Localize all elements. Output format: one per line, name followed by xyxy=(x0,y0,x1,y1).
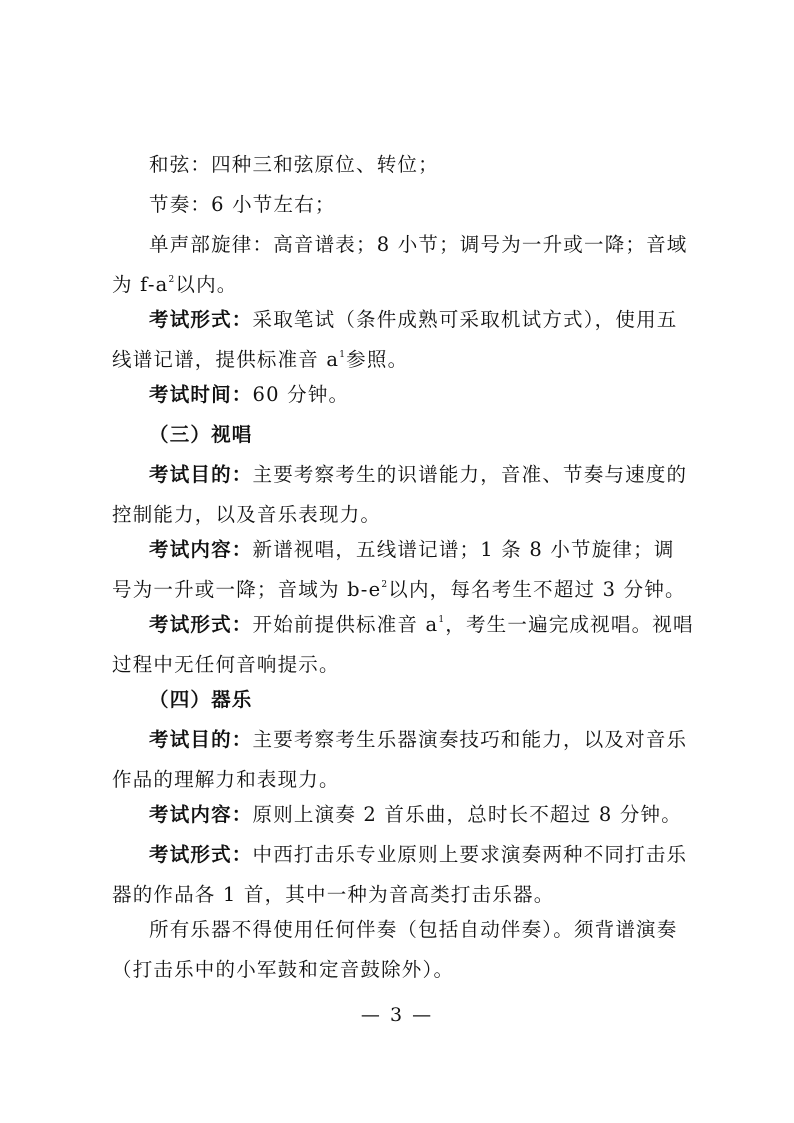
paragraph-instrumental-content: 考试内容：原则上演奏 2 首乐曲，总时长不超过 8 分钟。 xyxy=(149,803,682,826)
label-exam-purpose: 考试目的： xyxy=(149,463,253,486)
label-exam-content: 考试内容： xyxy=(149,803,253,826)
paragraph-instrumental-format: 考试形式：中西打击乐专业原则上要求演奏两种不同打击乐器的作品各 1 首，其中一种为音高类打击乐器。 xyxy=(112,843,688,906)
page-number: — 3 — xyxy=(360,1004,434,1026)
paragraph-instrumental-purpose: 考试目的：主要考察考生乐器演奏技巧和能力，以及对音乐作品的理解力和表现力。 xyxy=(112,728,688,791)
paragraph-no-accompaniment: 所有乐器不得使用任何伴奏（包括自动伴奏）。须背谱演奏（打击乐中的小军鼓和定音鼓除外）。 xyxy=(112,918,678,981)
paragraph-melody: 单声部旋律：高音谱表；8 小节；调号为一升或一降；音域为 $f-a^2$以内。 xyxy=(112,233,688,296)
paragraph-sight-singing-format: 考试形式：开始前提供标准音 $a^1$，考生一遍完成视唱。视唱过程中无任何音响提示。 xyxy=(112,613,694,676)
label-exam-format: 考试形式： xyxy=(149,613,253,636)
paragraph-sight-singing-content: 考试内容：新谱视唱，五线谱记谱；1 条 8 小节旋律；调号为一升或一降；音域为 $b-e^2$以内，每名考生不超过 3 分钟。 xyxy=(112,538,686,601)
heading-instrumental: （四）器乐 xyxy=(149,688,253,711)
label-exam-format: 考试形式： xyxy=(149,308,253,331)
label-exam-content: 考试内容： xyxy=(149,538,253,561)
paragraph-chords: 和弦：四种三和弦原位、转位； xyxy=(149,153,439,176)
label-exam-purpose: 考试目的： xyxy=(149,728,253,751)
paragraph-rhythm: 节奏：6 小节左右； xyxy=(149,193,336,216)
heading-sight-singing: （三）视唱 xyxy=(149,423,253,446)
paragraph-sight-singing-purpose: 考试目的：主要考察考生的识谱能力，音准、节奏与速度的控制能力，以及音乐表现力。 xyxy=(112,463,688,526)
paragraph-exam-time: 考试时间：60 分钟。 xyxy=(149,383,350,406)
paragraph-exam-format-written: 考试形式：采取笔试（条件成熟可采取机试方式），使用五线谱记谱，提供标准音 $a^1$参照。 xyxy=(112,308,678,371)
label-exam-format: 考试形式： xyxy=(149,843,253,866)
label-exam-time: 考试时间： xyxy=(149,383,253,406)
